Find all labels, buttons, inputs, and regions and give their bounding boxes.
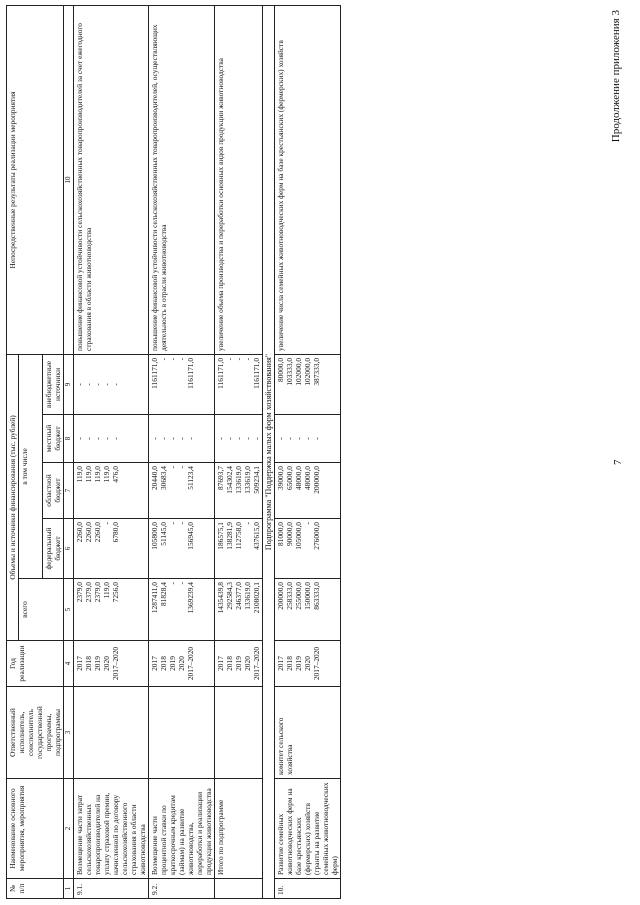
column-number: 10 (64, 6, 74, 355)
total-values: 2379,0 2379,0 2379,0 119,0 7256,0 (75, 582, 120, 603)
column-number: 7 (64, 463, 74, 519)
page-number: 7 (612, 459, 624, 465)
local-values: - - - - - (216, 437, 261, 440)
appendix-continuation: Продолжение приложения 3 (610, 10, 622, 143)
header-extrabudget: внебюджетные источники (43, 354, 64, 414)
row-number: 9.1. (74, 879, 149, 899)
table-row (149, 6, 215, 899)
result-text: повышение финансовой устойчивости сельскохозяйственных товаропроизводителей, осуществляющих деятельность в отрасли животноводства (149, 6, 215, 355)
header-year: Год реализации (7, 641, 64, 687)
subprogram-title: Подпрограмма "Поддержка малых форм хозяйствования" (263, 6, 275, 899)
executor (215, 687, 263, 779)
local-values: - - - - - (150, 437, 195, 440)
regional-values: 20440,0 30683,4 - - 51123,4 (150, 466, 195, 491)
years: 2017 2018 2019 2020 2017–2020 (75, 646, 120, 681)
column-number: 8 (64, 415, 74, 463)
federal-values: 81000,0 90000,0 105000,0 - 276000,0 (276, 522, 321, 550)
extrabudget-values: 1161171,0 - - - 1161171,0 (216, 357, 261, 389)
column-number: 2 (64, 779, 74, 879)
header-num: № п/п (7, 879, 64, 899)
total-values: 1435439,8 292584,3 246377,0 133619,0 2108020,1 (216, 582, 261, 614)
column-number: 6 (64, 519, 74, 579)
regional-values: 119,0 119,0 119,0 119,0 476,0 (75, 466, 120, 483)
total-values: 1287411,0 81828,4 - - 1369239,4 (150, 582, 195, 614)
row-number: 9.2. (149, 879, 215, 899)
measure-name: Возмещение части процентной ставки по краткосрочным кредитам (займам) на развитие животноводства, переработки и реализации продукции животноводства (149, 779, 215, 879)
column-number-row (64, 6, 74, 899)
row-number (215, 879, 263, 899)
federal-values: 2260,0 2260,0 2260,0 - 6780,0 (75, 522, 120, 543)
measure-name: Итого по подпрограмме (215, 779, 263, 879)
header-row-1 (7, 6, 19, 899)
local-values: - - - - - (75, 437, 120, 440)
local-values: - - - - - (276, 437, 321, 440)
regional-values: 39000,0 65000,0 48000,0 48000,0 200000,0 (276, 466, 321, 494)
years: 2017 2018 2019 2020 2017–2020 (216, 646, 261, 681)
table-row (275, 6, 341, 899)
federal-values: 105800,0 51145,0 - - 156945,0 (150, 522, 195, 550)
column-number: 4 (64, 641, 74, 687)
header-finance-group: Объемы и источники финансирования (тыс. рублей) (7, 354, 19, 640)
executor: комитет сельского хозяйства (275, 687, 341, 779)
row-number: 10. (275, 879, 341, 899)
header-including: в том числе (19, 354, 43, 578)
executor (149, 687, 215, 779)
header-total: всего (19, 579, 64, 641)
extrabudget-values: - - - - - (75, 383, 120, 386)
result-text: повышение финансовой устойчивости сельскохозяйственных товаропроизводителей за счет ежегодного страхования в области животноводства (74, 6, 149, 355)
measure-name: Возмещение части затрат сельскохозяйственных товаропроизводителей на уплату страховой премии, начисленной по договору сельскохозяйственного страхования в области животноводства (74, 779, 149, 879)
header-regional: областной бюджет (43, 463, 64, 519)
subprogram-row (263, 6, 275, 899)
result-text: увеличение объема производства и переработки основных видов продукции животноводства (215, 6, 263, 355)
table-row-total (215, 6, 263, 899)
header-executor: Ответственный исполнитель, соисполнитель государственной программы, подпрограммы (7, 687, 64, 779)
extrabudget-values: 80000,0 103333,0 102000,0 102000,0 387333,0 (276, 357, 321, 386)
column-number: 3 (64, 687, 74, 779)
years: 2017 2018 2019 2020 2017–2020 (150, 646, 195, 681)
total-values: 200000,0 258333,0 255000,0 150000,0 863333,0 (276, 582, 321, 610)
header-local: местный бюджет (43, 415, 64, 463)
header-federal: федеральный бюджет (43, 519, 64, 579)
federal-values: 186575,1 138281,9 112758,0 - 437615,0 (216, 522, 261, 550)
executor (74, 687, 149, 779)
header-results: Непосредственные результаты реализации мероприятия (7, 6, 64, 355)
extrabudget-values: 1161171,0 - - - 1161171,0 (150, 357, 195, 389)
result-text: увеличение числа семейных животноводческих ферм на базе крестьянских (фермерских) хозяйств (275, 6, 341, 355)
table-row (74, 6, 149, 899)
measure-name: Развитие семейных животноводческих ферм на базе крестьянских (фермерских) хозяйств (гранты на развитие семейных животноводческих ферм) (275, 779, 341, 879)
finance-table (6, 5, 341, 899)
years: 2017 2018 2019 2020 2017–2020 (276, 646, 321, 681)
column-number: 9 (64, 354, 74, 414)
regional-values: 87693,7 154302,4 133619,0 133619,0 509234,1 (216, 466, 261, 494)
column-number: 1 (64, 879, 74, 899)
column-number: 5 (64, 579, 74, 641)
header-name: Наименование основного мероприятия, мероприятия (7, 779, 64, 879)
